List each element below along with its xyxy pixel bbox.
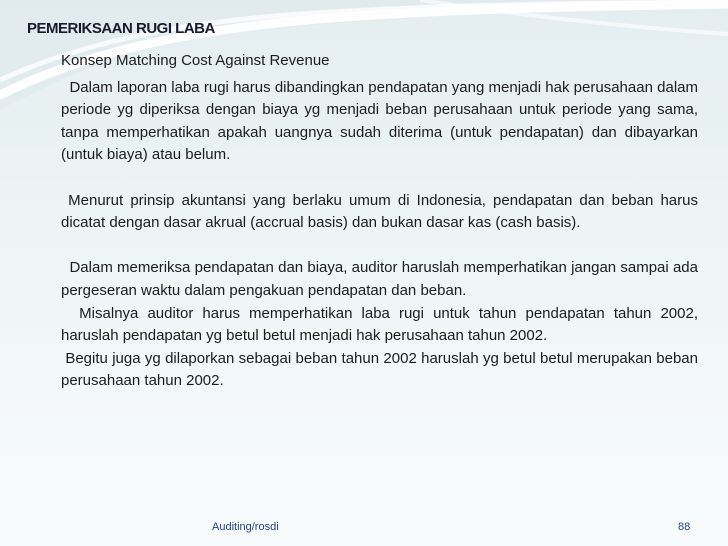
paragraph-accrual-principle: Menurut prinsip akuntansi yang berlaku umum di Indonesia, pendapatan dan beban harus dicatat dengan dasar akrual (accrual basis) dan bukan dasar kas (cash basis). bbox=[61, 191, 698, 232]
slide-body bbox=[61, 50, 698, 393]
page-number: 88 bbox=[678, 521, 691, 533]
paragraph-matching-concept: Dalam laporan laba rugi harus dibandingkan pendapatan yang menjadi hak perusahaan dalam periode yg diperiksa dengan biaya yg menjadi beban perusahaan untuk periode yang sama, tanpa memperhatikan apakah uangnya sudah diterima (untuk pendapatan) dan dibayarkan (untuk biaya) atau belum. bbox=[61, 78, 698, 164]
slide-title: PEMERIKSAAN RUGI LABA bbox=[27, 20, 215, 37]
paragraph-example-expense: Begitu juga yg dilaporkan sebagai beban tahun 2002 haruslah yg betul betul merupakan beban perusahaan tahun 2002. bbox=[61, 349, 698, 390]
slide-subtitle: Konsep Matching Cost Against Revenue bbox=[61, 52, 330, 69]
paragraph-example-revenue: Misalnya auditor harus memperhatikan laba rugi untuk tahun pendapatan tahun 2002, haruslah pendapatan yg betul betul menjadi hak perusahaan tahun 2002. bbox=[61, 304, 698, 345]
paragraph-auditor-timing: Dalam memeriksa pendapatan dan biaya, auditor haruslah memperhatikan jangan sampai ada pergeseran waktu dalam pengakuan pendapatan dan beban. bbox=[61, 259, 698, 299]
footer-source: Auditing/rosdi bbox=[212, 521, 279, 533]
